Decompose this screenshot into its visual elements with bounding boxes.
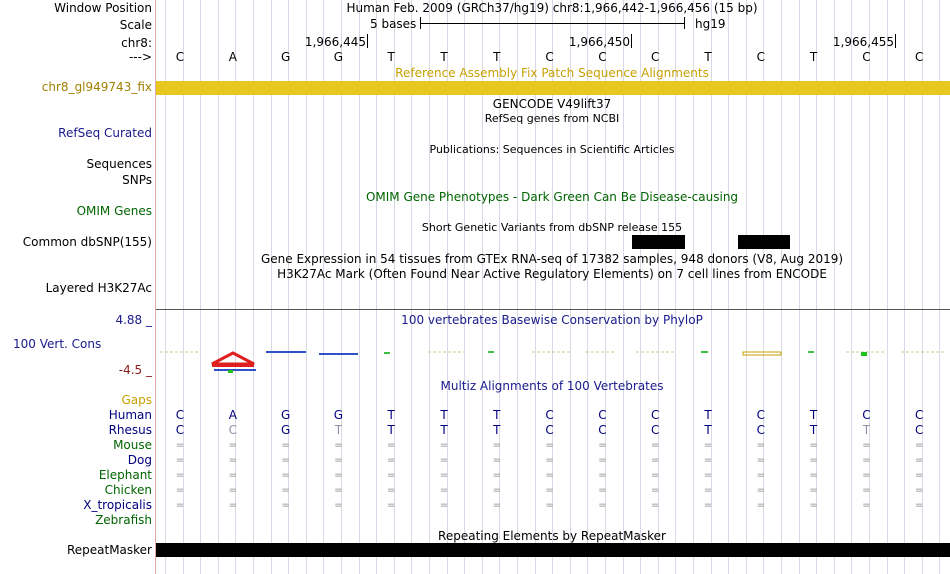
alignment-match-symbol: = (492, 500, 501, 511)
alignment-match-symbol: = (598, 440, 607, 451)
scale-label: Scale (119, 18, 152, 32)
alignment-match-symbol: = (914, 470, 924, 481)
alignment-match-symbol: = (809, 440, 818, 451)
h3k27ac-baseline (156, 309, 950, 310)
phylop-title: 100 vertebrates Basewise Conservation by PhyloP (401, 313, 703, 327)
human-base: C (545, 408, 554, 422)
repeatmasker-label[interactable]: RepeatMasker (66, 543, 152, 557)
human-base: T (387, 408, 395, 422)
alignment-match-symbol: = (598, 485, 607, 496)
base-letter: G (333, 50, 344, 64)
human-base: A (228, 408, 237, 422)
multiz-species-label[interactable]: Mouse (113, 438, 152, 452)
alignment-match-symbol: = (281, 470, 290, 481)
alignment-match-symbol: = (862, 440, 871, 451)
base-letter: A (228, 50, 237, 64)
human-base: C (175, 408, 185, 422)
alignment-match-symbol: = (756, 455, 765, 466)
ruler-tick (631, 34, 632, 48)
human-base: C (650, 408, 660, 422)
ruler-tick-label: 1,966,450 (568, 35, 630, 49)
fix-patch-alignment-bar[interactable] (156, 81, 950, 95)
rhesus-base: T (862, 423, 871, 437)
human-base: G (333, 408, 344, 422)
human-base: T (809, 408, 818, 422)
alignment-match-symbol: = (228, 470, 237, 481)
alignment-match-symbol: = (545, 500, 554, 511)
multiz-species-label[interactable]: Zebrafish (95, 513, 152, 527)
alignment-match-symbol: = (334, 455, 343, 466)
rhesus-base: C (914, 423, 924, 437)
base-letter: C (650, 50, 660, 64)
alignment-match-symbol: = (492, 485, 501, 496)
alignment-match-symbol: = (809, 500, 818, 511)
alignment-match-symbol: = (281, 440, 290, 451)
alignment-match-symbol: = (703, 470, 713, 481)
alignment-match-symbol: = (756, 440, 765, 451)
multiz-species-label[interactable]: X_tropicalis (83, 498, 152, 512)
omim-title: OMIM Gene Phenotypes - Dark Green Can Be Disease-causing (365, 190, 739, 204)
alignment-match-symbol: = (228, 485, 237, 496)
base-letter: T (387, 50, 395, 64)
human-base: C (862, 408, 871, 422)
rhesus-base: G (280, 423, 291, 437)
repeatmasker-element[interactable] (156, 543, 950, 557)
multiz-species-label[interactable]: Elephant (98, 468, 152, 482)
base-letter: T (440, 50, 448, 64)
phylop-baseline-marks (160, 352, 946, 356)
rhesus-base: T (387, 423, 395, 437)
alignment-match-symbol: = (386, 470, 396, 481)
alignment-match-symbol: = (862, 485, 871, 496)
dbsnp-variant[interactable] (632, 235, 685, 249)
alignment-match-symbol: = (386, 485, 396, 496)
alignment-match-symbol: = (175, 440, 185, 451)
rhesus-base: T (809, 423, 818, 437)
scale-bar-db: hg19 (695, 17, 726, 31)
alignment-match-symbol: = (439, 485, 449, 496)
alignment-match-symbol: = (862, 470, 871, 481)
alignment-match-symbol: = (492, 455, 501, 466)
rhesus-base: C (175, 423, 185, 437)
alignment-match-symbol: = (545, 440, 554, 451)
alignment-match-symbol: = (650, 500, 660, 511)
human-base: T (493, 408, 501, 422)
multiz-gaps-label[interactable]: Gaps (121, 393, 152, 407)
base-letter: G (280, 50, 291, 64)
h3k27ac-label[interactable]: Layered H3K27Ac (45, 281, 152, 295)
dbsnp-label[interactable]: Common dbSNP(155) (22, 235, 152, 249)
human-base: G (280, 408, 291, 422)
h3k27ac-title: H3K27Ac Mark (Often Found Near Active Regulatory Elements) on 7 cell lines from ENCODE (277, 267, 827, 281)
rhesus-base: C (650, 423, 660, 437)
refseq-title: RefSeq genes from NCBI (484, 112, 620, 125)
alignment-match-symbol: = (545, 455, 554, 466)
alignment-match-symbol: = (703, 440, 713, 451)
human-base: C (598, 408, 607, 422)
strand-label: ---> (128, 50, 152, 64)
scale-bar-text: 5 bases (370, 17, 417, 31)
alignment-match-symbol: = (439, 500, 449, 511)
alignment-match-symbol: = (862, 455, 871, 466)
alignment-match-symbol: = (703, 485, 713, 496)
ruler-tick (895, 34, 896, 48)
dbsnp-title: Short Genetic Variants from dbSNP release 155 (421, 221, 683, 234)
base-letter: T (704, 50, 712, 64)
multiz-species-label[interactable]: Rhesus (108, 423, 152, 437)
scale-bar-right-tick (684, 17, 685, 29)
alignment-match-symbol: = (175, 455, 185, 466)
publications-title: Publications: Sequences in Scientific Articles (429, 143, 675, 156)
omim-label[interactable]: OMIM Genes (76, 204, 152, 218)
alignment-match-symbol: = (809, 455, 818, 466)
alignment-match-symbol: = (756, 485, 765, 496)
repeatmasker-title: Repeating Elements by RepeatMasker (438, 529, 666, 543)
alignment-match-symbol: = (650, 485, 660, 496)
alignment-match-symbol: = (281, 500, 290, 511)
alignment-match-symbol: = (545, 470, 554, 481)
alignment-match-symbol: = (492, 440, 501, 451)
base-letter: C (756, 50, 765, 64)
alignment-match-symbol: = (703, 500, 713, 511)
base-letter: C (175, 50, 185, 64)
gtex-title: Gene Expression in 54 tissues from GTEx RNA-seq of 17382 samples, 948 donors (V8, Aug 2019) (260, 252, 844, 266)
base-letter: C (598, 50, 607, 64)
phylop-red-peak (212, 353, 256, 373)
alignment-match-symbol: = (650, 455, 660, 466)
rhesus-base: C (228, 423, 237, 437)
fix-patch-label[interactable]: chr8_gl949743_fix (41, 80, 152, 94)
alignment-match-symbol: = (334, 440, 343, 451)
alignment-match-symbol: = (809, 485, 818, 496)
base-letter: T (809, 50, 818, 64)
ruler-tick-label: 1,966,455 (832, 35, 894, 49)
rhesus-base: T (440, 423, 448, 437)
alignment-match-symbol: = (809, 470, 818, 481)
alignment-match-symbol: = (175, 470, 185, 481)
alignment-match-symbol: = (598, 500, 607, 511)
alignment-match-symbol: = (914, 485, 924, 496)
multiz-title: Multiz Alignments of 100 Vertebrates (440, 379, 664, 393)
window-position-label: Window Position (54, 1, 152, 15)
human-base: T (440, 408, 448, 422)
base-letter: C (914, 50, 924, 64)
rhesus-base: C (545, 423, 554, 437)
window-position-value: Human Feb. 2009 (GRCh37/hg19) chr8:1,966,442-1,966,456 (15 bp) (346, 1, 758, 15)
alignment-match-symbol: = (439, 455, 449, 466)
rhesus-base: T (493, 423, 501, 437)
alignment-match-symbol: = (386, 500, 396, 511)
alignment-match-symbol: = (386, 440, 396, 451)
dbsnp-variant[interactable] (738, 235, 790, 249)
refseq-label[interactable]: RefSeq Curated (58, 126, 152, 140)
human-base: C (756, 408, 765, 422)
alignment-match-symbol: = (228, 440, 237, 451)
alignment-match-symbol: = (175, 500, 185, 511)
ruler-tick (367, 34, 368, 48)
alignment-match-symbol: = (386, 455, 396, 466)
rhesus-base: C (756, 423, 765, 437)
alignment-match-symbol: = (281, 455, 290, 466)
phylop-conservation-plot (156, 340, 950, 376)
alignment-match-symbol: = (650, 470, 660, 481)
base-letter: C (545, 50, 554, 64)
phylop-min-label: -4.5 _ (118, 363, 152, 377)
alignment-match-symbol: = (598, 470, 607, 481)
alignment-match-symbol: = (334, 485, 343, 496)
alignment-match-symbol: = (756, 500, 765, 511)
phylop-label[interactable]: 100 Vert. Cons (13, 337, 102, 351)
alignment-match-symbol: = (175, 485, 185, 496)
alignment-match-symbol: = (914, 455, 924, 466)
alignment-match-symbol: = (703, 455, 713, 466)
alignment-match-symbol: = (228, 455, 237, 466)
alignment-match-symbol: = (228, 500, 237, 511)
alignment-match-symbol: = (281, 485, 290, 496)
base-letter: C (862, 50, 871, 64)
alignment-match-symbol: = (545, 485, 554, 496)
alignment-match-symbol: = (862, 500, 871, 511)
alignment-match-symbol: = (756, 470, 765, 481)
gencode-title: GENCODE V49lift37 (492, 97, 612, 111)
fix-patch-title: Reference Assembly Fix Patch Sequence Alignments (395, 66, 709, 80)
ruler-tick-label: 1,966,445 (304, 35, 366, 49)
rhesus-base: T (334, 423, 343, 437)
alignment-match-symbol: = (914, 440, 924, 451)
chrom-label: chr8: (121, 36, 152, 50)
alignment-match-symbol: = (492, 470, 501, 481)
publications-snps-label[interactable]: SNPs (122, 173, 152, 187)
alignment-match-symbol: = (439, 470, 449, 481)
alignment-match-symbol: = (334, 470, 343, 481)
rhesus-base: T (704, 423, 712, 437)
scale-bar (420, 23, 685, 24)
alignment-match-symbol: = (439, 440, 449, 451)
multiz-species-label[interactable]: Dog (127, 453, 152, 467)
multiz-species-label[interactable]: Human (108, 408, 152, 422)
alignment-match-symbol: = (598, 455, 607, 466)
multiz-species-label[interactable]: Chicken (104, 483, 152, 497)
alignment-match-symbol: = (914, 500, 924, 511)
human-base: C (914, 408, 924, 422)
alignment-match-symbol: = (334, 500, 343, 511)
phylop-max-label: 4.88 _ (115, 313, 152, 327)
base-letter: T (493, 50, 501, 64)
publications-sequences-label[interactable]: Sequences (86, 157, 152, 171)
rhesus-base: C (598, 423, 607, 437)
human-base: T (704, 408, 712, 422)
alignment-match-symbol: = (650, 440, 660, 451)
